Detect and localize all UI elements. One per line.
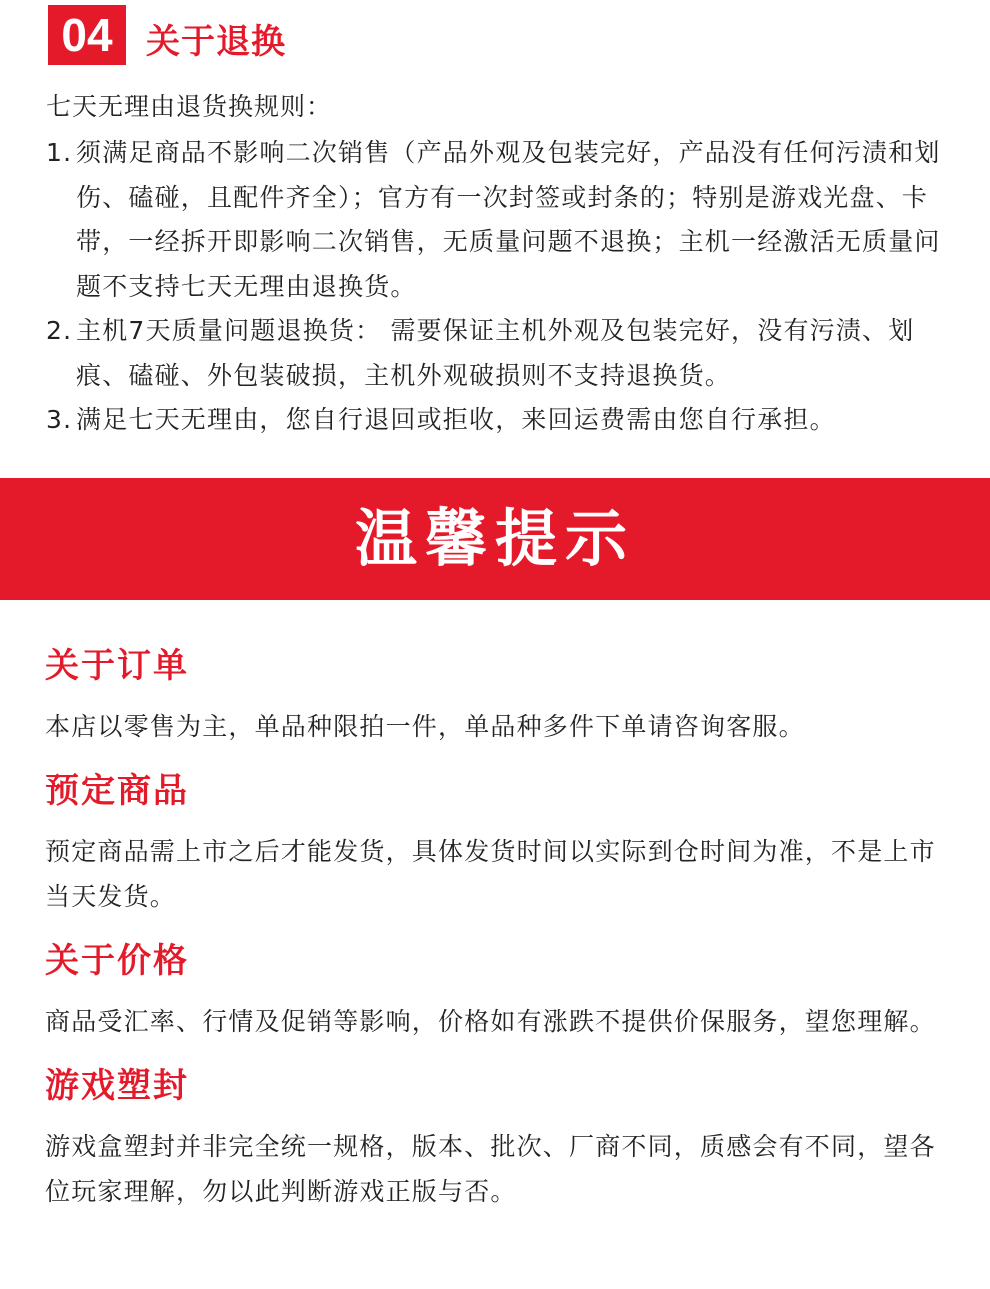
rule-index: 1. [46, 138, 73, 167]
tip-order [45, 636, 950, 749]
tip-price [45, 931, 950, 1044]
tip-title: 游戏塑封 [45, 1066, 189, 1106]
section-number-badge: 04 [48, 5, 126, 65]
tip-body: 商品受汇率、行情及促销等影响，价格如有涨跌不提供价保服务，望您理解。 [45, 1007, 936, 1036]
tip-title: 关于价格 [45, 941, 189, 981]
rule-text: 须满足商品不影响二次销售（产品外观及包装完好，产品没有任何污渍和划伤、磕碰，且配件齐全）；官方有一次封签或封条的；特别是游戏光盘、卡带，一经拆开即影响二次销售，无质量问题不退换；主机一经激活无质量问题不支持七天无理由退换货。 [76, 138, 941, 301]
rule-item [46, 398, 956, 443]
rule-text: 满足七天无理由，您自行退回或拒收，来回运费需由您自行承担。 [76, 405, 836, 434]
rule-index: 2. [46, 316, 73, 345]
rule-item [46, 309, 956, 398]
rule-text: 主机7天质量问题退换货： 需要保证主机外观及包装完好，没有污渍、划痕、磕碰、外包装破损，主机外观破损则不支持退换货。 [76, 316, 915, 390]
rule-item [46, 131, 956, 309]
tip-body: 游戏盒塑封并非完全统一规格，版本、批次、厂商不同，质感会有不同，望各位玩家理解，勿以此判断游戏正版与否。 [45, 1132, 936, 1206]
rule-index: 3. [46, 405, 73, 434]
section-title: 关于退换 [146, 22, 286, 62]
tips-list [45, 636, 950, 1226]
tip-body: 预定商品需上市之后才能发货，具体发货时间以实际到仓时间为准，不是上市当天发货。 [45, 837, 936, 911]
tips-banner: 温馨提示 [0, 478, 990, 600]
tip-title: 关于订单 [45, 646, 189, 686]
tip-shrinkwrap [45, 1056, 950, 1214]
rules-heading: 七天无理由退货换规则： [46, 92, 333, 121]
tip-preorder [45, 761, 950, 919]
rules-list [46, 131, 956, 443]
return-section [0, 0, 990, 470]
tip-body: 本店以零售为主，单品种限拍一件，单品种多件下单请咨询客服。 [45, 712, 805, 741]
tip-title: 预定商品 [45, 771, 189, 811]
